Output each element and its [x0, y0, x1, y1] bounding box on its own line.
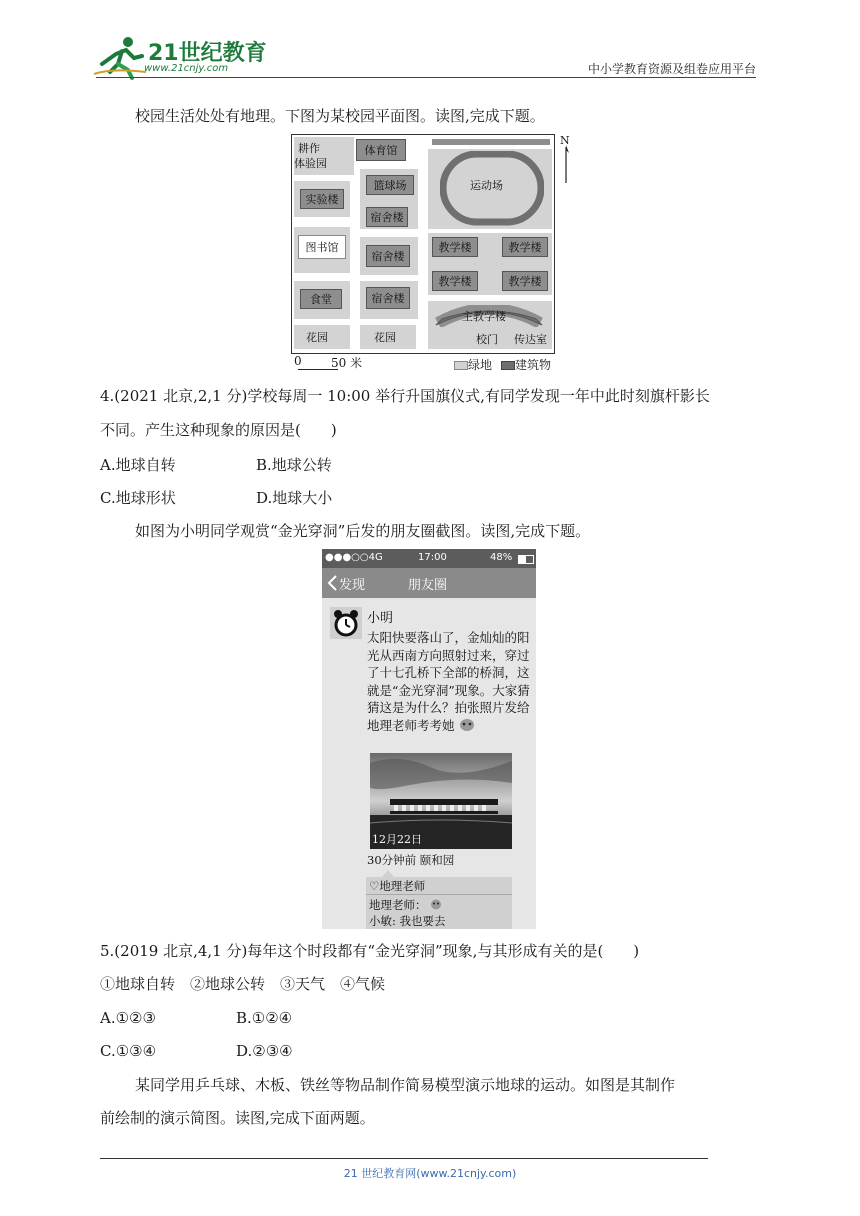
smile-emoji-icon — [430, 899, 442, 910]
map-label-teach4: 教学楼 — [502, 271, 548, 291]
legend-green-label: 绿地 — [468, 358, 493, 372]
post-username[interactable]: 小明 — [367, 611, 394, 626]
map-label-gate: 校门 — [476, 333, 498, 346]
nav-title: 朋友圈 — [408, 578, 448, 593]
battery-text: 48% — [490, 552, 513, 563]
q5-option-a: A.①②③ — [100, 1009, 156, 1027]
runner-logo-icon — [92, 34, 148, 80]
moments-screenshot — [322, 549, 536, 929]
map-label-guard: 传达室 — [514, 333, 547, 346]
map-label-canteen: 食堂 — [300, 289, 342, 309]
alarm-clock-icon — [330, 607, 362, 639]
footer-text[interactable]: 21 世纪教育网(www.21cnjy.com) — [343, 1167, 517, 1180]
post-text — [367, 629, 533, 734]
battery-icon — [518, 555, 534, 564]
q5-option-c: C.①③④ — [100, 1042, 157, 1060]
q5-option-b: B.①②④ — [236, 1009, 293, 1027]
legend-building-swatch — [501, 361, 515, 370]
map-label-farm-2: 体验园 — [294, 157, 327, 170]
intro-paragraph-1: 校园生活处处有地理。下图为某校园平面图。读图,完成下题。 — [135, 107, 545, 125]
map-label-library: 图书馆 — [298, 235, 346, 259]
comment-pointer — [382, 870, 394, 877]
bridge-photo[interactable] — [370, 753, 512, 849]
comment-box — [366, 877, 512, 929]
clock-text: 17:00 — [418, 552, 447, 563]
footer-divider — [100, 1158, 708, 1159]
intro-paragraph-3-line2: 前绘制的演示简图。读图,完成下面两题。 — [100, 1109, 375, 1127]
post-meta: 30分钟前 颐和园 — [367, 853, 455, 867]
comment-divider — [366, 894, 512, 895]
q4-option-b: B.地球公转 — [256, 456, 332, 474]
signal-text: ●●●○○4G — [325, 552, 383, 563]
q5-option-d: D.②③④ — [236, 1042, 293, 1060]
q4-option-a: A.地球自转 — [100, 456, 176, 474]
like-name[interactable]: 地理老师 — [379, 879, 426, 893]
q4-option-c: C.地球形状 — [100, 489, 176, 507]
map-label-main-teach: 主教学楼 — [462, 310, 506, 323]
intro-paragraph-2: 如图为小明同学观赏“金光穿洞”后发的朋友圈截图。读图,完成下题。 — [135, 522, 591, 540]
site-logo — [92, 34, 267, 80]
scale-zero: 0 — [294, 354, 302, 368]
intro-paragraph-3-line1: 某同学用乒乓球、木板、铁丝等物品制作简易模型演示地球的运动。如图是其制作 — [135, 1076, 676, 1094]
logo-url: www.21cnjy.com — [144, 63, 229, 74]
north-arrow-icon — [562, 145, 570, 183]
logo-text: 21世纪教育 — [148, 41, 267, 66]
header-divider — [96, 77, 756, 78]
post-body: 太阳快要落山了，金灿灿的阳光从西南方向照射过来，穿过了十七孔桥下全部的桥洞，这就是“金光穿洞”现象。大家猜猜这是为什么？拍张照片发给地理老师考考她 — [367, 630, 530, 733]
heart-icon: ♡ — [369, 879, 380, 893]
nav-bar — [322, 568, 536, 598]
photo-date: 12月22日 — [372, 833, 422, 846]
campus-map — [291, 134, 555, 354]
legend-green-swatch — [454, 361, 468, 370]
map-label-garden1: 花园 — [306, 331, 328, 344]
map-label-dorm2: 宿舍楼 — [366, 245, 410, 267]
q4-line2: 不同。产生这种现象的原因是( ) — [100, 421, 337, 439]
q4-line1: 4.(2021 北京,2,1 分)学校每周一 10:00 举行升国旗仪式,有同学发现一年中此时刻旗杆影长 — [100, 387, 710, 405]
header-platform-text: 中小学教育资源及组卷应用平台 — [587, 62, 756, 76]
map-label-farm-1: 耕作 — [298, 142, 320, 155]
back-label[interactable]: 发现 — [339, 578, 366, 593]
comment-2: 小敏: 我也要去 — [369, 914, 446, 928]
scale-value: 50 米 — [331, 356, 363, 370]
map-label-garden2: 花园 — [374, 331, 396, 344]
like-row — [369, 878, 425, 894]
track-top-building — [432, 139, 550, 145]
emoji-icon — [459, 718, 475, 732]
legend-building-label: 建筑物 — [515, 358, 552, 372]
comment-1 — [369, 897, 442, 913]
q5-line1: 5.(2019 北京,4,1 分)每年这个时段都有“金光穿洞”现象,与其形成有关的是( ) — [100, 942, 640, 960]
status-bar — [322, 549, 536, 568]
map-label-teach2: 教学楼 — [502, 237, 548, 257]
back-chevron-icon[interactable] — [327, 575, 337, 591]
map-label-gym: 体育馆 — [356, 139, 406, 161]
map-label-lab: 实验楼 — [300, 189, 344, 209]
map-label-basketball: 篮球场 — [366, 175, 414, 195]
avatar[interactable] — [330, 607, 362, 639]
map-label-teach3: 教学楼 — [432, 271, 478, 291]
map-label-dorm3: 宿舍楼 — [366, 287, 410, 309]
q5-items: ①地球自转 ②地球公转 ③天气 ④气候 — [100, 975, 386, 993]
q4-option-d: D.地球大小 — [256, 489, 333, 507]
north-label: N — [560, 134, 570, 147]
map-label-teach1: 教学楼 — [432, 237, 478, 257]
comment-1-text: 地理老师： — [369, 898, 427, 912]
map-label-dorm1: 宿舍楼 — [366, 207, 408, 227]
map-label-field: 运动场 — [470, 179, 503, 192]
